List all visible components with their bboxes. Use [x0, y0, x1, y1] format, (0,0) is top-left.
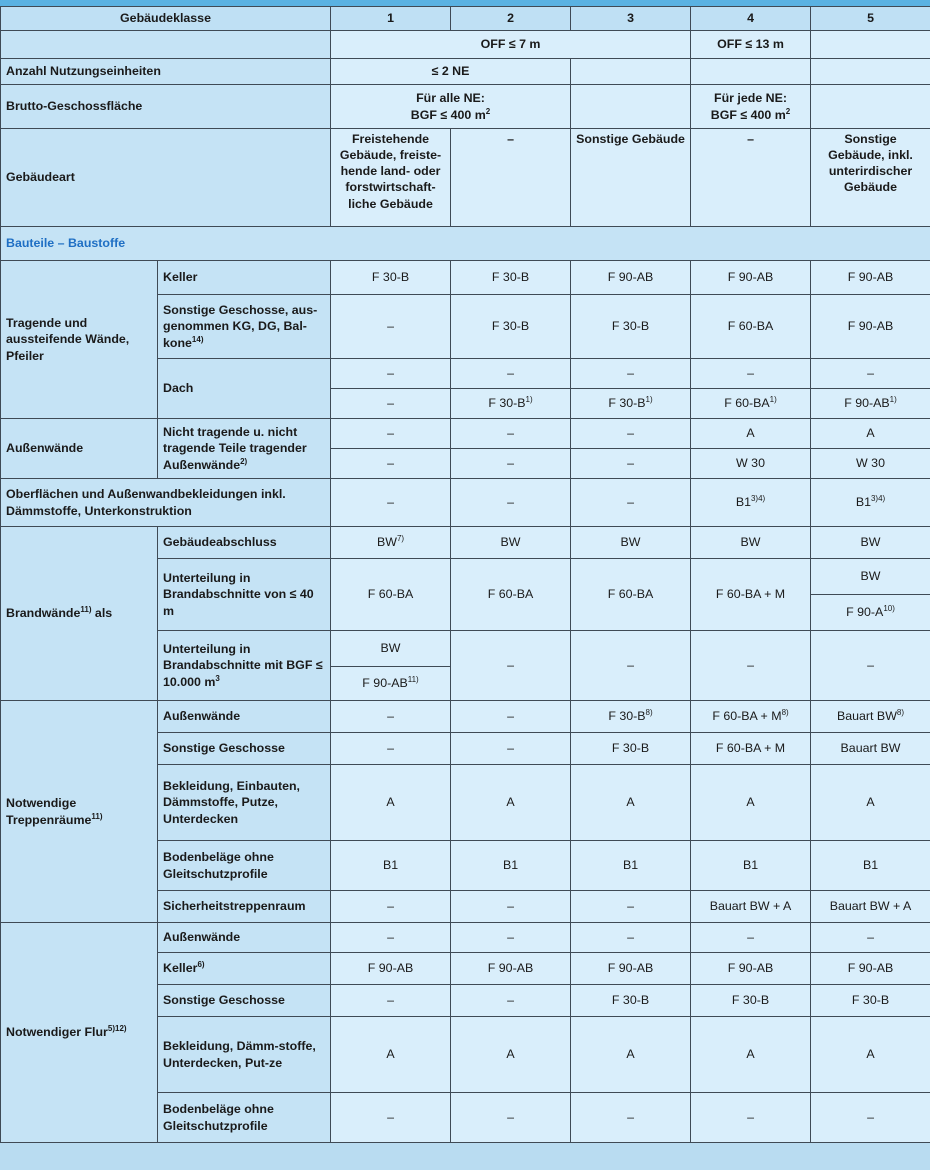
- table-row: Keller$^{6)}$ F 90-AB F 90-AB F 90-AB F 90-AB F 90-AB: [1, 953, 930, 985]
- fire-protection-table: [0, 6, 930, 1143]
- table-row: F 90-AB$^{11)}$: [1, 667, 930, 701]
- header-class-5: 5: [811, 7, 930, 31]
- table-row: Außenwände Nicht tragende u. nicht tragende Teile tragender Außenwände$^{2)}$ – – – A A: [1, 419, 930, 449]
- table-row: F $90-A^{10)}$: [1, 595, 930, 631]
- table-row: Bekleidung, Einbauten, Dämmstoffe, Putze, Unterdecken A A A A A: [1, 765, 930, 841]
- flur-bekleidung-label: Bekleidung, Dämm-stoffe, Unterdecken, Put-ze: [158, 1017, 331, 1093]
- row-gebaeudeart: [1, 129, 930, 227]
- treppenraeume-label: Notwendige Treppenräume$^{11)}$: [1, 701, 158, 923]
- table-row: Sonstige Geschosse – – F 30-B F 30-B F 30-B: [1, 985, 930, 1017]
- sonstige-geschosse-label: Sonstige Geschosse, aus-genommen KG, DG, Bal-kone$^{14)}$: [158, 295, 331, 359]
- off-value-1-3: OFF ≤ 7 m: [331, 31, 691, 59]
- gebaeudeart-label: Gebäudeart: [1, 129, 331, 227]
- flur-sonstige-label: Sonstige Geschosse: [158, 985, 331, 1017]
- off-label: [1, 31, 331, 59]
- unterteilung-40m-label: Unterteilung in Brandabschnitte von ≤ 40 m: [158, 559, 331, 631]
- gebaeudeart-value-3: Sonstige Gebäude: [571, 129, 691, 227]
- table-row: Sonstige Geschosse – – F 30-B F 60-BA + M Bauart BW: [1, 733, 930, 765]
- gebaeudeart-value-5: Sonstige Gebäude, inkl. unterirdischer Gebäude: [811, 129, 930, 227]
- section-row: [1, 227, 930, 261]
- row-nutzungseinheiten: [1, 59, 930, 85]
- bgf-value-4: Für jede NE: BGF ≤ 400 $m^2$: [691, 85, 811, 129]
- oberflaechen-label: Oberflächen und Außenwandbekleidungen inkl. Dämmstoffe, Unterkonstruktion: [1, 479, 331, 527]
- table-row: – F $30-B^{1)}$ F $30-B^{1)}$ F 60-BA$^{1)}$ F 90-AB$^{1)}$: [1, 389, 930, 419]
- table-row: Sonstige Geschosse, aus-genommen KG, DG, Bal-kone$^{14)}$ – F 30-B F 30-B F 60-BA F 90-AB: [1, 295, 930, 359]
- keller-label: Keller: [158, 261, 331, 295]
- header-class-3: 3: [571, 7, 691, 31]
- section-heading: Bauteile – Baustoffe: [1, 227, 930, 261]
- flur-keller-label: Keller$^{6)}$: [158, 953, 331, 985]
- table-row: Notwendige Treppenräume$^{11)}$ Außenwände – – F $30-B^{8)}$ F $60-BA + M^{8)}$ Bauart BW$^{8)}$: [1, 701, 930, 733]
- unterteilung-bgf-label: Unterteilung in Brandabschnitte mit BGF ≤ 10.000 $m^3$: [158, 631, 331, 701]
- header-class-1: 1: [331, 7, 451, 31]
- treppe-aussenwaende-label: Außenwände: [158, 701, 331, 733]
- flur-bodenbelaege-label: Bodenbeläge ohne Gleitschutzprofile: [158, 1093, 331, 1143]
- aussenwaende-label: Außenwände: [1, 419, 158, 479]
- bgf-value-1-2: Für alle NE: BGF ≤ 400 $m^2$: [331, 85, 571, 129]
- tragende-waende-label: Tragende und aussteifende Wände, Pfeiler: [1, 261, 158, 419]
- treppe-bekleidung-label: Bekleidung, Einbauten, Dämmstoffe, Putze, Unterdecken: [158, 765, 331, 841]
- table-row: Unterteilung in Brandabschnitte mit BGF ≤ 10.000 $m^3$ BW – – – –: [1, 631, 930, 667]
- dach-label: Dach: [158, 359, 331, 419]
- gebaeudeart-value-1: Freistehende Gebäude, freiste-hende land- oder forstwirtschaft-liche Gebäude: [331, 129, 451, 227]
- flur-label: Notwendiger Flur$^{5)12)}$: [1, 923, 158, 1143]
- nutzungseinheiten-value-1-2: ≤ 2 NE: [331, 59, 571, 85]
- row-bgf: [1, 85, 930, 129]
- table-row: Tragende und aussteifende Wände, Pfeiler Keller F 30-B F 30-B F 90-AB F 90-AB F 90-AB: [1, 261, 930, 295]
- gebaeudeart-value-2: –: [451, 129, 571, 227]
- header-class-4: 4: [691, 7, 811, 31]
- table-row: Dach – – – – –: [1, 359, 930, 389]
- sicherheitstreppenraum-label: Sicherheitstreppenraum: [158, 891, 331, 923]
- table-row: Sicherheitstreppenraum – – – Bauart BW + A Bauart BW + A: [1, 891, 930, 923]
- row-off: [1, 31, 930, 59]
- off-value-4: OFF ≤ 13 m: [691, 31, 811, 59]
- flur-aussenwaende-label: Außenwände: [158, 923, 331, 953]
- table-row: Unterteilung in Brandabschnitte von ≤ 40 m F 60-BA F 60-BA F 60-BA F 60-BA + M BW: [1, 559, 930, 595]
- bgf-label: Brutto-Geschossfläche: [1, 85, 331, 129]
- off-value-5: [811, 31, 930, 59]
- gebaeudeabschluss-label: Gebäudeabschluss: [158, 527, 331, 559]
- nutzungseinheiten-label: Anzahl Nutzungseinheiten: [1, 59, 331, 85]
- brandwaende-label: Brandwände$^{11)}$ als: [1, 527, 158, 701]
- treppe-bodenbelaege-label: Bodenbeläge ohne Gleitschutzprofile: [158, 841, 331, 891]
- header-class-2: 2: [451, 7, 571, 31]
- table-row: Bodenbeläge ohne Gleitschutzprofile B1 B1 B1 B1 B1: [1, 841, 930, 891]
- gebaeudeart-value-4: –: [691, 129, 811, 227]
- table-row: Oberflächen und Außenwandbekleidungen inkl. Dämmstoffe, Unterkonstruktion – – – $B1^{3)4)}$ $B1^{3)4)}$: [1, 479, 930, 527]
- table-row: – – – W 30 W 30: [1, 449, 930, 479]
- treppe-sonstige-label: Sonstige Geschosse: [158, 733, 331, 765]
- header-gebaeudeklasse: Gebäudeklasse: [1, 7, 331, 31]
- header-row: [1, 7, 930, 31]
- nicht-tragende-label: Nicht tragende u. nicht tragende Teile tragender Außenwände$^{2)}$: [158, 419, 331, 479]
- table-row: Bekleidung, Dämm-stoffe, Unterdecken, Put-ze A A A A A: [1, 1017, 930, 1093]
- table-row: Bodenbeläge ohne Gleitschutzprofile – – – – –: [1, 1093, 930, 1143]
- table-row: Brandwände$^{11)}$ als Gebäudeabschluss BW$^{7)}$ BW BW BW BW: [1, 527, 930, 559]
- table-row: Notwendiger Flur$^{5)12)}$ Außenwände – – – – –: [1, 923, 930, 953]
